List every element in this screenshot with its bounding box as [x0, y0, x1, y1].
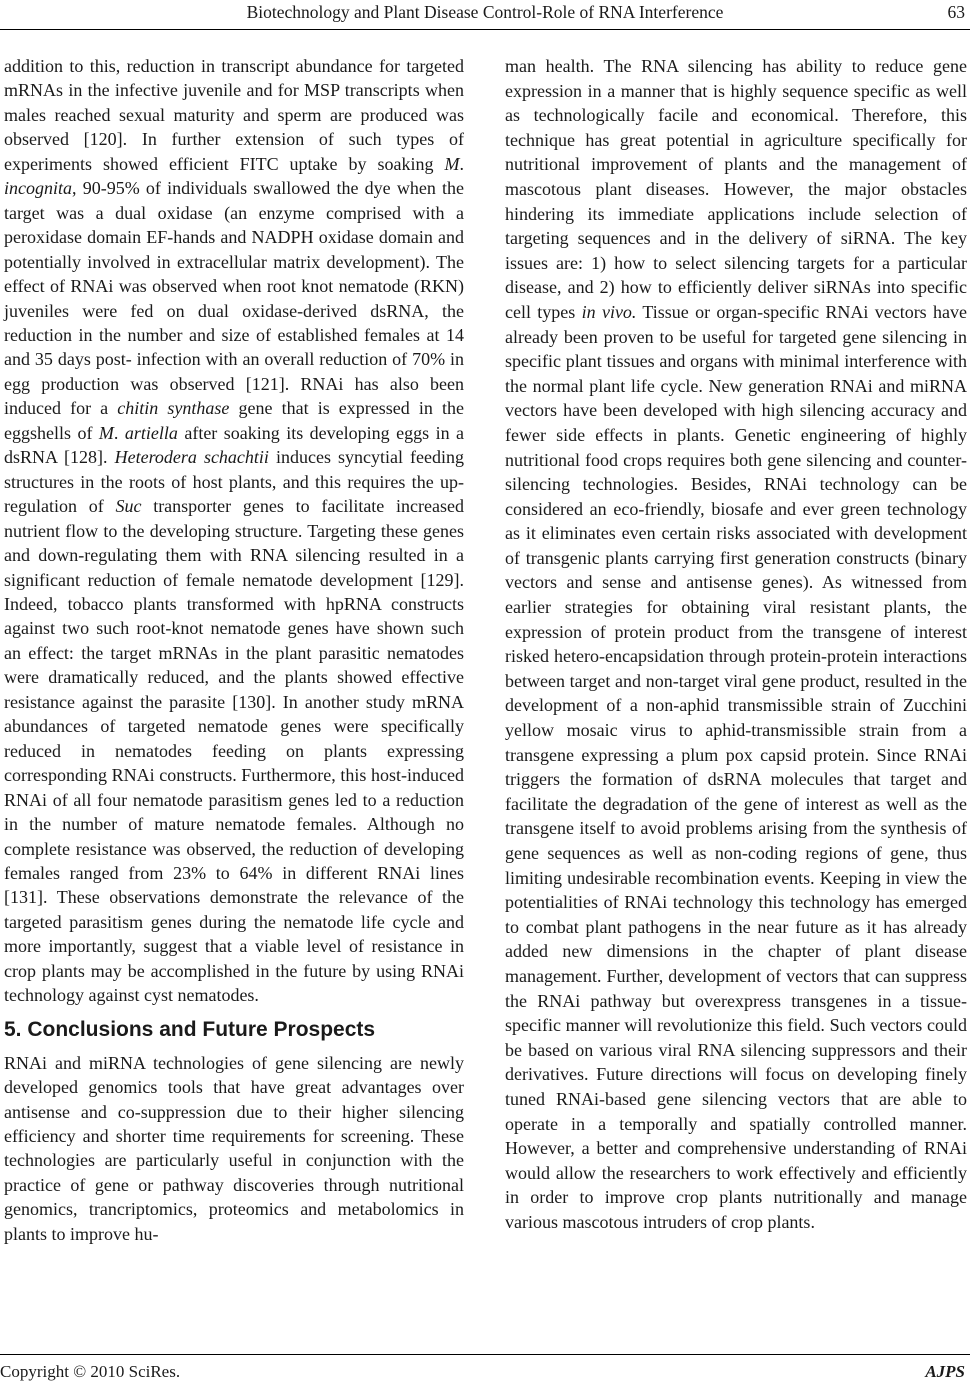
right-column: [505, 54, 967, 1235]
text-run: transporter genes to facilitate increased nutrient flow to the developing structure. Targeting these genes and down-regulating them with RNA silencing resulted in a significant reduction of female nematode development [129]. Indeed, tobacco plants transformed with hpRNA constructs against two such root-knot nematode genes have shown such an effect: the target mRNAs in the plant parasitic nematodes were dramatically reduced, and the plants showed effective resistance against the parasite [130]. In another study mRNA abundances of targeted nematode genes were specifically reduced in nematodes feeding on plants expressing corresponding RNAi constructs. Furthermore, this host-induced RNAi of all four nematode parasitism genes led to a reduction in the number of mature nematode females. Although no complete resistance was observed, the reduction of developing females ranged from 23% to 64% in different RNAi lines [131]. These observations demonstrate the relevance of the targeted parasitism genes during the nematode life cycle and more importantly, suggest that a viable level of resistance in crop plants may be accomplished in the future by using RNAi technology against cyst nematodes.: [4, 496, 464, 1006]
italic-text: in vivo.: [581, 301, 637, 322]
body-paragraph: [505, 54, 967, 1235]
italic-text: Suc: [115, 496, 142, 517]
page-footer: [0, 1354, 970, 1384]
text-run: addition to this, reduction in transcript abundance for targeted mRNAs in the infective juvenile and for MSP transcripts when males reached sexual maturity and sperm are produced was observed [120]. In further extension of such types of experiments showed efficient FITC uptake by soaking: [4, 56, 464, 174]
journal-abbreviation: AJPS: [925, 1362, 965, 1381]
text-run: .: [459, 153, 464, 174]
page-header: [0, 0, 970, 34]
text-run: Tissue or organ-specific RNAi vectors have already been proven to be useful for targeted gene silencing in specific plant tissues and organs with minimal interference with the normal plant life cycle. New generation RNAi and miRNA vectors have been developed with high silencing accuracy and fewer side effects in plants. Genetic engineering of highly nutritional food crops requires both gene silencing and counter-silencing technologies. Besides, RNAi technology can be considered an eco-friendly, biosafe and ever green technology as it eliminates even certain risks associated with development of transgenic plants carrying first generation constructs (binary vectors and sense and antisense genes). As witnessed from earlier strategies for obtaining viral resistant plants, the expression of protein product from the transgene of interest risked hetero-encapsidation through protein-protein interactions between target and non-target viral gene product, resulted in the development of a non-aphid transmissible strain of Zucchini yellow mosaic virus to aphid-transmissible strain from a transgene expressing a plum pox capsid protein. Since RNAi triggers the formation of dsRNA molecules that target and facilitate the degradation of the gene of interest as well as the transgene itself to avoid problems arising from the synthesis of gene sequences as well as non-coding regions of gene, thus limiting undesirable recombination events. Keeping in view the potentialities of RNAi technology this technology has emerged to combat plant pathogens in the near future as it has already added new dimensions in the chapter of plant disease management. Further, development of vectors that can suppress the RNAi pathway but overexpress transgenes in a tissue-specific manner will revolutionize this field. Such vectors could be based on various viral RNA silencing suppressors and their derivatives. Future directions will focus on developing finely tuned RNAi-based gene silencing vectors that are able to operate in a temporally and spatially controlled manner. However, a better and comprehensive understanding of RNAi would allow the researchers to work effectively and efficiently in order to improve crop plants nutritionally and manage various mascotous intruders of crop plants.: [505, 301, 967, 1232]
italic-text: M: [98, 422, 114, 443]
footer-rule: [0, 1354, 970, 1355]
italic-text: incognita: [4, 178, 72, 199]
copyright-notice: Copyright © 2010 SciRes.: [0, 1362, 181, 1381]
italic-text: M: [444, 153, 460, 174]
running-title: Biotechnology and Plant Disease Control-Role of RNA Interference: [246, 2, 724, 22]
text-run: after soaking its developing eggs in a dsRNA [128].: [4, 422, 465, 468]
italic-text: Heterodera schachtii: [114, 447, 269, 468]
header-rule: [0, 29, 970, 30]
page-number: 63: [947, 2, 965, 22]
text-run: , 90-95% of individuals swallowed the dye when the target was a dual oxidase (an enzyme comprised with a peroxidase domain EF-hands and NADPH oxidase domain and potentially involved in extracellular matrix development). The effect of RNAi was observed when root knot nematode (RKN) juveniles were fed on dual oxidase-derived dsRNA, the reduction in the number and size of established females at 14 and 35 days post- infection with an overall reduction of 70% in egg production was observed [121]. RNAi has also been induced for a: [4, 178, 464, 419]
text-run: induces syncytial feeding structures in the roots of host plants, and this requires the up-regulation of: [4, 447, 464, 517]
text-run: gene that is expressed in the eggshells of: [4, 398, 464, 443]
italic-text: artiella: [124, 422, 178, 443]
left-column: [4, 54, 464, 1246]
text-run: .: [113, 422, 125, 443]
body-paragraph: RNAi and miRNA technologies of gene silencing are newly developed genomics tools that have great advantages over antisense and co-suppression due to their higher silencing efficiency and shorter time requirements for screening. These technologies are particularly useful in conjunction with the practice of gene or pathway discoveries through nutritional genomics, trancriptomics, proteomics and metabolomics in plants to improve hu-: [4, 1052, 464, 1244]
body-paragraph: [4, 54, 464, 1008]
text-run: man health. The RNA silencing has ability to reduce gene expression in a manner that is highly sequence specific as well as technologically facile and economical. Therefore, this technique has great potential in agriculture specifically for nutritional improvement of plants and the management of mascotous plant diseases. However, the major obstacles hindering its immediate applications include selection of targeting sequences and in the delivery of siRNA. The key issues are: 1) how to select silencing targets for a particular disease, and 2) how to efficiently deliver siRNAs into specific cell types: [505, 56, 967, 322]
italic-text: chitin synthase: [117, 398, 230, 419]
section-heading: 5. Conclusions and Future Prospects: [4, 1017, 376, 1041]
